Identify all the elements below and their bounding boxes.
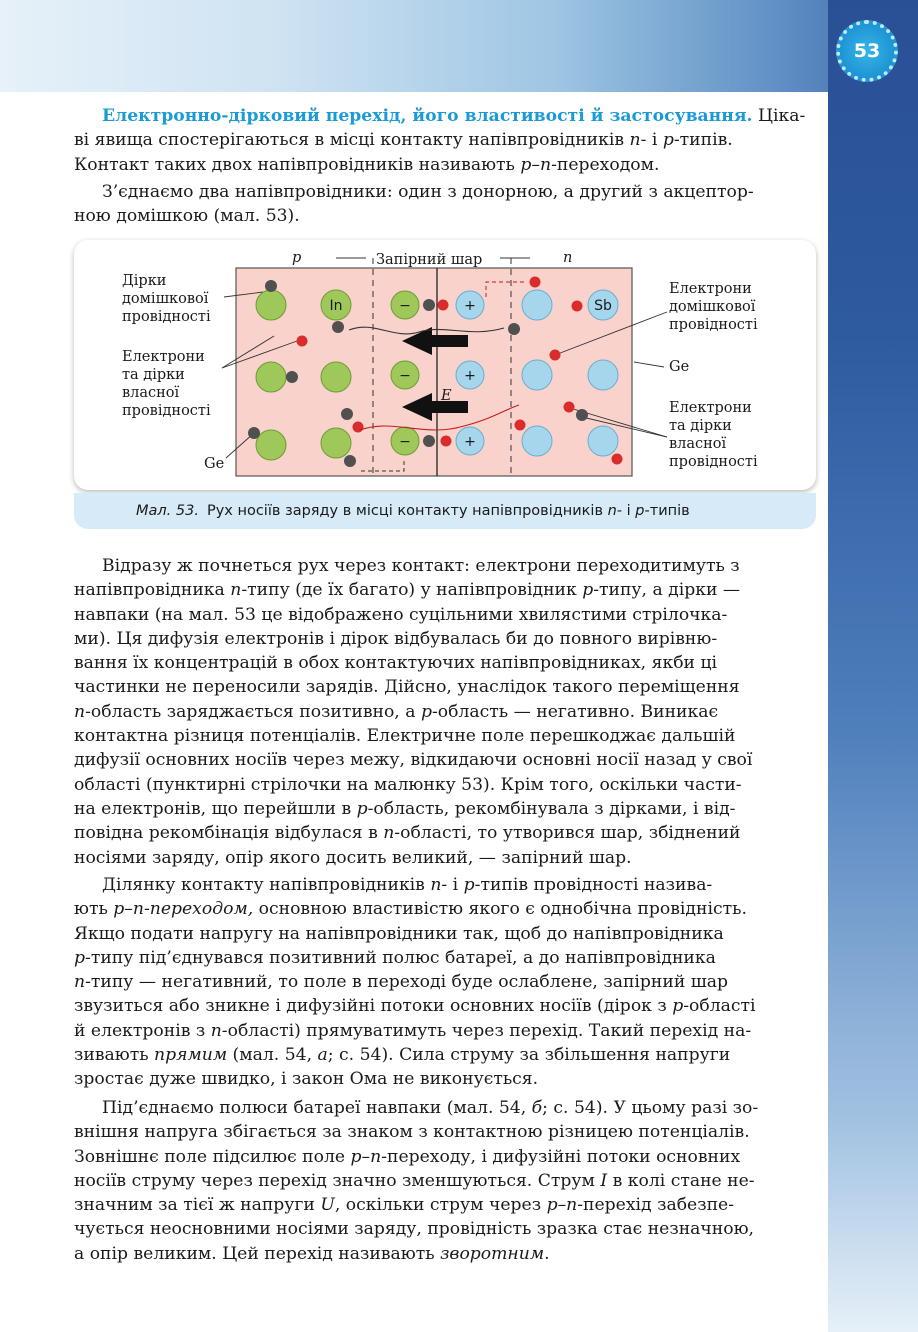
paragraph-2 <box>74 180 816 229</box>
ion-minus-label: − <box>399 434 411 450</box>
ge-atom <box>256 430 286 460</box>
n-region-atoms <box>456 290 618 456</box>
label-impurity-electrons: Електрони домішкової провідності <box>669 281 758 333</box>
pn-junction-figure <box>74 240 816 492</box>
text-span: p–n <box>520 154 552 175</box>
text-span: Контакт таких двох напівпровідників називають <box>74 154 521 175</box>
text-span: p <box>662 130 674 151</box>
sb-atom-label: Sb <box>594 298 612 314</box>
text-line: контактна різниця потенціалів. Електричне поле перешкоджає дальшій <box>74 726 736 747</box>
text-span: - і <box>640 130 663 151</box>
caption-label: Мал. 53. <box>136 503 199 519</box>
text-line: Зовнішнє поле підсилює поле p–n-переходу, і дифузійні потоки основних <box>74 1146 741 1167</box>
text-line: області (пунктирні стрілочки на малюнку 53). Крім того, оскільки части- <box>74 774 742 795</box>
text-line: носіїв струму через перехід значно зменшуються. Струм I в колі стане не- <box>74 1170 755 1191</box>
paragraph-4 <box>74 873 816 1092</box>
label-intrinsic-right: Електрони та дірки власної провідності <box>669 400 758 470</box>
figure-caption <box>74 493 816 529</box>
paragraph-1 <box>74 104 816 177</box>
ion-minus-label: − <box>399 368 411 384</box>
text-line: Під’єднаємо полюси батареї навпаки (мал. 54, б; с. 54). У цьому разі зо- <box>102 1098 759 1118</box>
n-region-label: n <box>563 250 573 266</box>
ge-atom <box>588 426 618 456</box>
text-line <box>74 128 816 152</box>
text-line: Ділянку контакту напівпровідників n- і p-типів провідності назива- <box>102 875 713 895</box>
text-line: частинки не переносили зарядів. Дійсно, унаслідок такого переміщення <box>74 677 740 698</box>
text-line: значним за тієї ж напруги U, оскільки струм через p–n-перехід забезпе- <box>74 1195 735 1216</box>
field-label: E <box>441 388 452 404</box>
text-line: дифузії основних носіїв через межу, відкидаючи основні носії назад у свої <box>74 750 753 771</box>
label-ge-left: Ge <box>204 456 225 472</box>
text-line: й електронів з n-області) прямуватимуть через перехід. Такий перехід на- <box>74 1020 752 1041</box>
label-ge-right: Ge <box>669 359 690 375</box>
text-span: Ціка- <box>752 106 806 126</box>
ge-atom <box>522 426 552 456</box>
ion-plus-label: + <box>464 434 476 450</box>
header-decor-band <box>0 0 918 92</box>
section-heading: Електронно-дірковий перехід, його властивості й застосування. <box>102 106 753 126</box>
text-line: n-область заряджається позитивно, а p-область — негативно. Виникає <box>74 701 719 722</box>
paragraph-3 <box>74 554 816 870</box>
ion-minus-label: − <box>399 298 411 314</box>
text-span: -типів. <box>673 130 733 151</box>
text-line <box>74 104 816 128</box>
text-line <box>74 153 816 177</box>
text-line: Відразу ж почнеться рух через контакт: електрони переходитимуть з <box>102 556 740 576</box>
page-number: 53 <box>853 40 881 62</box>
text-span: n <box>629 130 641 151</box>
text-line: носіями заряду, опір якого досить великий, — запірний шар. <box>74 847 632 868</box>
text-span: ві явища спостерігаються в місці контакту напівпровідників <box>74 130 630 151</box>
barrier-layer-label: Запірний шар <box>376 252 483 268</box>
semiconductor-region <box>236 268 632 476</box>
text-line: n-типу — негативний, то поле в переході буде ослаблене, запірний шар <box>74 972 728 993</box>
text-span: -переходом. <box>551 154 660 175</box>
text-line: зростає дуже швидко, і закон Ома не виконується. <box>74 1069 539 1090</box>
ge-atom <box>256 362 286 392</box>
text-line: p-типу під’єднувався позитивний полюс батареї, а до напівпровідника <box>74 947 716 968</box>
text-line: ною домішкою (мал. 53). <box>74 206 300 227</box>
text-line: напівпровідника n-типу (де їх багато) у напівпровідник p-типу, а дірки — <box>74 580 741 601</box>
ge-atom <box>256 290 286 320</box>
ge-atom <box>321 362 351 392</box>
page-number-badge <box>836 20 898 82</box>
text-line: Якщо подати напругу на напівпровідники так, щоб до напівпровідника <box>74 923 724 944</box>
ion-plus-label: + <box>464 368 476 384</box>
label-impurity-holes: Дірки домішкової провідності <box>122 273 211 325</box>
side-decor-band <box>828 0 918 1332</box>
text-line: навпаки (на мал. 53 це відображено суцільними хвилястими стрілочка- <box>74 604 728 625</box>
text-line: чується неосновними носіями заряду, провідність зразка стає незначною, <box>74 1219 755 1240</box>
in-atom-label: In <box>329 298 343 314</box>
text-line: вання їх концентрацій в обох контактуючих напівпровідниках, якби ці <box>74 653 718 674</box>
text-line: ми). Ця дифузія електронів і дірок відбувалась би до повного вирівню- <box>74 628 718 649</box>
text-line: звузиться або зникне і дифузійні потоки основних носіїв (дірок з p-області <box>74 996 756 1017</box>
paragraph-5 <box>74 1096 816 1266</box>
caption-text: Рух носіїв заряду в місці контакту напівпровідників n- і p-типів <box>206 503 690 519</box>
text-line: а опір великим. Цей перехід називають зворотним. <box>74 1243 550 1264</box>
label-intrinsic-left: Електрони та дірки власної провідності <box>122 349 211 419</box>
text-line: на електронів, що перейшли в p-область, рекомбінувала з дірками, і від- <box>74 798 736 819</box>
ge-atom <box>522 360 552 390</box>
text-line: ють p–n-переходом, основною властивістю якого є однобічна провідність. <box>74 899 747 920</box>
ge-atom <box>522 290 552 320</box>
text-line: З’єднаємо два напівпровідники: один з донорною, а другий з акцептор- <box>102 182 754 202</box>
text-line: повідна рекомбінація відбулася в n-області, то утворився шар, збіднений <box>74 823 741 844</box>
ge-atom <box>588 360 618 390</box>
p-region-label: p <box>292 250 302 266</box>
text-line: зивають прямим (мал. 54, а; с. 54). Сила струму за збільшення напруги <box>74 1045 731 1066</box>
text-line: внішня напруга збігається за знаком з контактною різницею потенціалів. <box>74 1122 750 1143</box>
ge-atom <box>321 428 351 458</box>
ion-plus-label: + <box>464 298 476 314</box>
